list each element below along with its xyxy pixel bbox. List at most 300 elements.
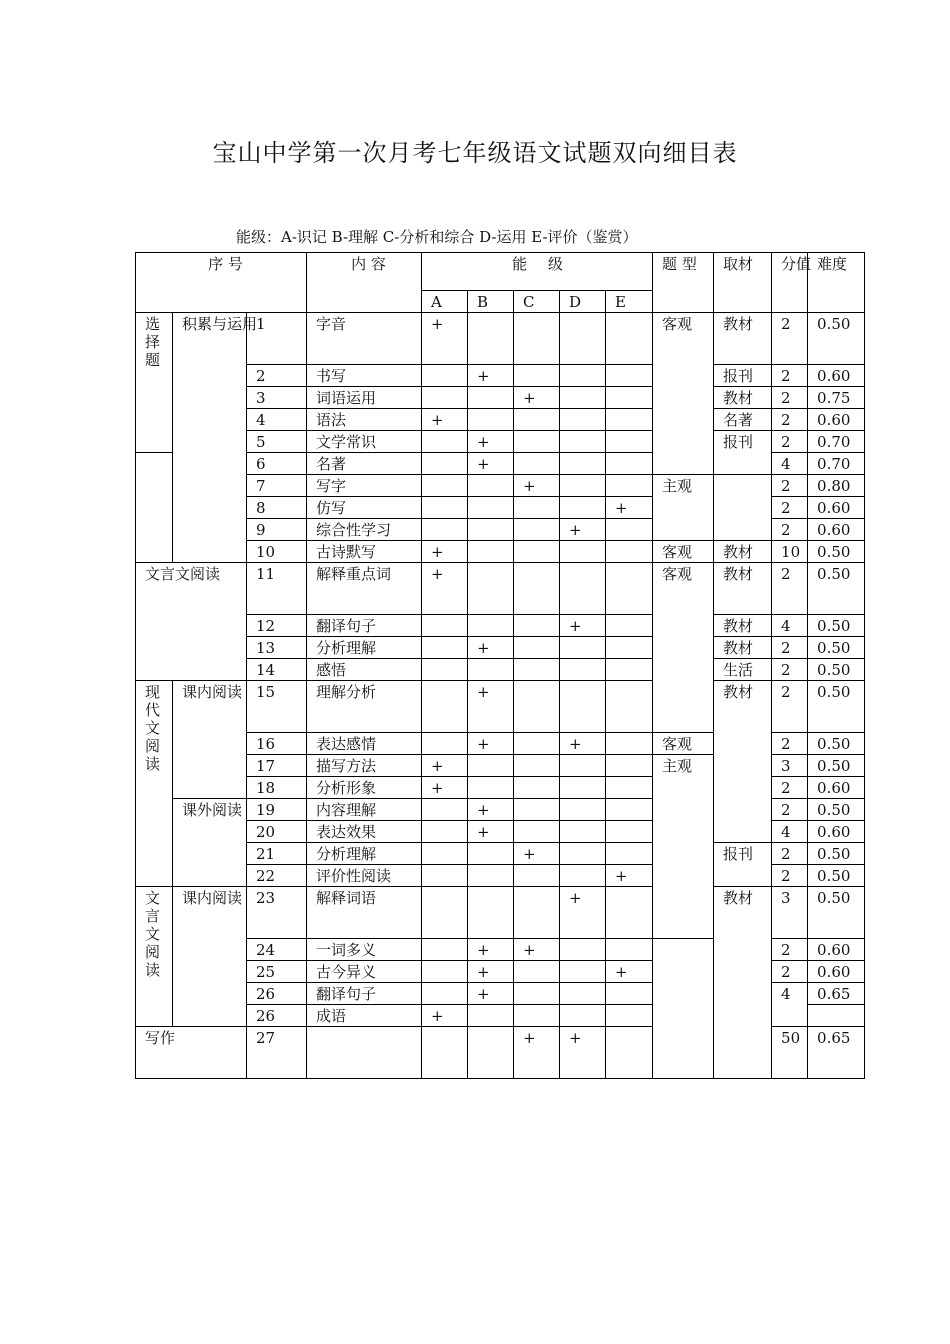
cell-material: 名著: [714, 409, 772, 431]
cell-level-b: [468, 541, 514, 563]
cell-level-d: [560, 637, 606, 659]
ability-legend: 能级：A-识记 B-理解 C-分析和综合 D-运用 E-评价（鉴赏）: [236, 228, 638, 246]
cell-level-b: [468, 563, 514, 615]
cell-level-c: [514, 519, 560, 541]
cell-level-c: [514, 799, 560, 821]
group-out-class: 课外阅读: [173, 799, 247, 887]
cell-level-d: [560, 387, 606, 409]
cell-difficulty: [808, 1005, 865, 1027]
cell-type: [653, 939, 714, 1079]
cell-level-b: [468, 313, 514, 365]
cell-level-c: [514, 1005, 560, 1027]
cell-level-e: [606, 365, 653, 387]
cell-content: 古诗默写: [307, 541, 422, 563]
cell-score: 4: [772, 983, 808, 1027]
cell-level-a: [422, 387, 468, 409]
cell-content: 分析理解: [307, 843, 422, 865]
cell-score: 4: [772, 615, 808, 637]
cell-difficulty: 0.70: [808, 431, 865, 453]
cell-level-c: [514, 541, 560, 563]
cell-level-a: [422, 365, 468, 387]
cell-level-c: [514, 777, 560, 799]
group-blank: [136, 453, 173, 563]
cell-level-c: [514, 313, 560, 365]
cell-difficulty: 0.50: [808, 799, 865, 821]
cell-number: 9: [247, 519, 307, 541]
cell-level-c: [514, 865, 560, 887]
cell-number: 20: [247, 821, 307, 843]
cell-level-d: [560, 1005, 606, 1027]
cell-content: 解释词语: [307, 887, 422, 939]
cell-material: 报刊: [714, 365, 772, 387]
cell-level-c: [514, 887, 560, 939]
cell-score: 2: [772, 519, 808, 541]
header-level-d: D: [560, 291, 606, 313]
cell-difficulty: 0.50: [808, 659, 865, 681]
cell-level-b: [468, 497, 514, 519]
cell-score: 2: [772, 431, 808, 453]
cell-material: 生活: [714, 659, 772, 681]
cell-number: 24: [247, 939, 307, 961]
group-writing: 写作: [136, 1027, 247, 1079]
cell-content: 古今异义: [307, 961, 422, 983]
cell-level-c: [514, 615, 560, 637]
cell-number: 7: [247, 475, 307, 497]
cell-level-d: [560, 475, 606, 497]
cell-level-e: [606, 821, 653, 843]
cell-level-a: [422, 497, 468, 519]
cell-number: 14: [247, 659, 307, 681]
cell-level-c: +: [514, 1027, 560, 1079]
cell-content: 表达感情: [307, 733, 422, 755]
cell-level-b: +: [468, 983, 514, 1005]
cell-level-d: [560, 799, 606, 821]
cell-material: 教材: [714, 615, 772, 637]
cell-difficulty: 0.50: [808, 865, 865, 887]
cell-level-d: +: [560, 733, 606, 755]
cell-level-c: [514, 733, 560, 755]
header-level-b: B: [468, 291, 514, 313]
cell-level-b: [468, 865, 514, 887]
group-classical-2: [136, 887, 173, 1027]
cell-type: 主观: [653, 755, 714, 939]
cell-level-d: [560, 821, 606, 843]
cell-difficulty: 0.70: [808, 453, 865, 475]
cell-score: 2: [772, 733, 808, 755]
cell-score: 2: [772, 387, 808, 409]
cell-level-b: [468, 777, 514, 799]
cell-level-a: +: [422, 777, 468, 799]
group-modern: [136, 681, 173, 887]
cell-score: 2: [772, 659, 808, 681]
table-body: [136, 253, 865, 1079]
cell-content: 表达效果: [307, 821, 422, 843]
cell-level-d: [560, 563, 606, 615]
cell-level-a: [422, 475, 468, 497]
cell-material: 教材: [714, 637, 772, 659]
cell-level-e: [606, 681, 653, 733]
cell-level-a: [422, 453, 468, 475]
cell-level-e: [606, 453, 653, 475]
cell-score: 2: [772, 681, 808, 733]
cell-level-e: [606, 887, 653, 939]
cell-level-e: [606, 387, 653, 409]
cell-score: 2: [772, 865, 808, 887]
cell-difficulty: 0.75: [808, 387, 865, 409]
cell-level-b: [468, 1027, 514, 1079]
cell-number: 21: [247, 843, 307, 865]
cell-level-e: [606, 519, 653, 541]
cell-material: 报刊: [714, 843, 772, 887]
cell-level-e: [606, 843, 653, 865]
header-difficulty: 难度: [808, 253, 865, 313]
cell-level-b: [468, 475, 514, 497]
cell-score: 3: [772, 887, 808, 939]
cell-level-b: [468, 1005, 514, 1027]
cell-level-a: +: [422, 313, 468, 365]
cell-content: 词语运用: [307, 387, 422, 409]
cell-level-a: [422, 939, 468, 961]
cell-level-c: +: [514, 387, 560, 409]
header-level-c: C: [514, 291, 560, 313]
cell-level-b: [468, 615, 514, 637]
cell-difficulty: 0.60: [808, 961, 865, 983]
cell-level-a: [422, 1027, 468, 1079]
cell-difficulty: 0.50: [808, 755, 865, 777]
cell-material: 教材: [714, 887, 772, 1079]
cell-content: 翻译句子: [307, 615, 422, 637]
cell-content: 感悟: [307, 659, 422, 681]
cell-level-d: [560, 453, 606, 475]
cell-level-e: [606, 1005, 653, 1027]
cell-difficulty: 0.60: [808, 497, 865, 519]
cell-difficulty: 0.65: [808, 1027, 865, 1079]
cell-level-d: [560, 777, 606, 799]
cell-content: 分析理解: [307, 637, 422, 659]
cell-level-b: +: [468, 733, 514, 755]
cell-difficulty: 0.50: [808, 843, 865, 865]
cell-difficulty: 0.60: [808, 777, 865, 799]
group-modern-label: 现代文阅读: [145, 683, 161, 773]
cell-level-e: [606, 755, 653, 777]
cell-level-a: +: [422, 755, 468, 777]
cell-content: 内容理解: [307, 799, 422, 821]
cell-level-d: [560, 755, 606, 777]
cell-difficulty: 0.50: [808, 313, 865, 365]
cell-level-d: [560, 843, 606, 865]
cell-number: 1: [247, 313, 307, 365]
cell-level-e: [606, 637, 653, 659]
cell-level-c: [514, 453, 560, 475]
header-material: 取材: [714, 253, 772, 313]
cell-level-b: [468, 755, 514, 777]
cell-level-d: [560, 313, 606, 365]
cell-level-a: [422, 431, 468, 453]
cell-level-a: [422, 983, 468, 1005]
cell-level-a: [422, 615, 468, 637]
group-accumulate: 积累与运用: [173, 313, 247, 563]
cell-score: 2: [772, 409, 808, 431]
cell-level-c: [514, 681, 560, 733]
cell-level-e: [606, 431, 653, 453]
cell-level-d: +: [560, 615, 606, 637]
cell-level-e: [606, 799, 653, 821]
cell-number: 5: [247, 431, 307, 453]
cell-content: 理解分析: [307, 681, 422, 733]
cell-content: 写字: [307, 475, 422, 497]
header-type: 题 型: [653, 253, 714, 313]
cell-material: 教材: [714, 541, 772, 563]
cell-difficulty: 0.50: [808, 887, 865, 939]
cell-difficulty: 0.50: [808, 637, 865, 659]
cell-level-e: +: [606, 865, 653, 887]
cell-level-b: [468, 659, 514, 681]
cell-content: 解释重点词: [307, 563, 422, 615]
cell-level-c: [514, 637, 560, 659]
cell-content: 仿写: [307, 497, 422, 519]
cell-level-a: +: [422, 409, 468, 431]
cell-score: 2: [772, 777, 808, 799]
header-score: 分值: [772, 253, 808, 313]
cell-difficulty: 0.50: [808, 563, 865, 615]
cell-difficulty: 0.80: [808, 475, 865, 497]
cell-number: 17: [247, 755, 307, 777]
cell-difficulty: 0.65: [808, 983, 865, 1005]
cell-score: 50: [772, 1027, 808, 1079]
cell-level-d: [560, 541, 606, 563]
cell-level-c: [514, 563, 560, 615]
cell-material: 报刊: [714, 431, 772, 475]
cell-content: 语法: [307, 409, 422, 431]
cell-level-c: +: [514, 939, 560, 961]
cell-level-e: [606, 313, 653, 365]
cell-level-a: [422, 961, 468, 983]
cell-level-a: [422, 799, 468, 821]
cell-level-a: [422, 733, 468, 755]
cell-number: 15: [247, 681, 307, 733]
table-row: [136, 887, 865, 939]
group-choice-label: 选择题: [145, 315, 161, 369]
cell-difficulty: 0.60: [808, 821, 865, 843]
cell-content: 字音: [307, 313, 422, 365]
cell-material: 教材: [714, 681, 772, 843]
page-title: 宝山中学第一次月考七年级语文试题双向细目表: [212, 139, 738, 167]
cell-level-d: [560, 365, 606, 387]
cell-level-c: [514, 409, 560, 431]
cell-level-e: [606, 983, 653, 1005]
cell-content: 描写方法: [307, 755, 422, 777]
cell-difficulty: 0.50: [808, 681, 865, 733]
cell-level-c: [514, 659, 560, 681]
cell-level-d: +: [560, 519, 606, 541]
cell-level-e: [606, 659, 653, 681]
cell-number: 25: [247, 961, 307, 983]
cell-number: 3: [247, 387, 307, 409]
cell-content: 书写: [307, 365, 422, 387]
cell-number: 27: [247, 1027, 307, 1079]
cell-level-b: +: [468, 821, 514, 843]
cell-level-e: [606, 475, 653, 497]
cell-level-a: [422, 843, 468, 865]
cell-score: 2: [772, 961, 808, 983]
cell-number: 4: [247, 409, 307, 431]
table-row: [136, 563, 865, 615]
cell-level-b: +: [468, 453, 514, 475]
cell-level-a: [422, 821, 468, 843]
cell-content: 分析形象: [307, 777, 422, 799]
cell-number: 2: [247, 365, 307, 387]
cell-level-d: [560, 497, 606, 519]
cell-number: 26: [247, 1005, 307, 1027]
header-content: 内 容: [307, 253, 422, 313]
cell-type: 客观: [653, 313, 714, 475]
header-seq: 序 号: [136, 253, 307, 313]
cell-level-a: +: [422, 541, 468, 563]
cell-level-d: [560, 939, 606, 961]
cell-level-d: [560, 681, 606, 733]
cell-level-b: [468, 409, 514, 431]
cell-level-c: [514, 961, 560, 983]
cell-type: 客观: [653, 733, 714, 755]
cell-number: 18: [247, 777, 307, 799]
cell-score: 3: [772, 755, 808, 777]
cell-level-c: [514, 983, 560, 1005]
cell-content: [307, 1027, 422, 1079]
cell-score: 2: [772, 843, 808, 865]
cell-level-e: +: [606, 497, 653, 519]
cell-level-c: +: [514, 843, 560, 865]
cell-difficulty: 0.60: [808, 519, 865, 541]
group-choice: [136, 313, 173, 453]
cell-level-b: +: [468, 431, 514, 453]
cell-level-e: [606, 541, 653, 563]
cell-level-a: [422, 659, 468, 681]
cell-level-e: [606, 409, 653, 431]
cell-score: 4: [772, 821, 808, 843]
cell-number: 16: [247, 733, 307, 755]
cell-level-b: +: [468, 365, 514, 387]
cell-type: 客观: [653, 541, 714, 563]
cell-level-b: [468, 387, 514, 409]
cell-difficulty: 0.50: [808, 615, 865, 637]
cell-score: 2: [772, 475, 808, 497]
group-in-class-1: 课内阅读: [173, 681, 247, 799]
cell-number: 6: [247, 453, 307, 475]
cell-material: [714, 475, 772, 541]
header-level-e: E: [606, 291, 653, 313]
cell-score: 2: [772, 799, 808, 821]
cell-number: 12: [247, 615, 307, 637]
cell-level-c: [514, 431, 560, 453]
cell-level-e: [606, 777, 653, 799]
cell-content: 评价性阅读: [307, 865, 422, 887]
cell-content: 成语: [307, 1005, 422, 1027]
cell-material: 教材: [714, 563, 772, 615]
cell-number: 13: [247, 637, 307, 659]
cell-number: 8: [247, 497, 307, 519]
cell-number: 10: [247, 541, 307, 563]
cell-level-e: +: [606, 961, 653, 983]
group-classical-1: 文言文阅读: [136, 563, 247, 681]
cell-level-d: [560, 409, 606, 431]
cell-level-b: [468, 843, 514, 865]
cell-number: 22: [247, 865, 307, 887]
cell-level-d: [560, 431, 606, 453]
cell-level-c: [514, 497, 560, 519]
cell-level-e: [606, 939, 653, 961]
cell-content: 文学常识: [307, 431, 422, 453]
cell-difficulty: 0.60: [808, 365, 865, 387]
cell-level-b: +: [468, 637, 514, 659]
cell-level-c: [514, 821, 560, 843]
header-level-a: A: [422, 291, 468, 313]
spec-table: [135, 252, 865, 1079]
cell-score: 2: [772, 563, 808, 615]
cell-level-b: +: [468, 961, 514, 983]
cell-level-b: +: [468, 799, 514, 821]
cell-level-d: [560, 983, 606, 1005]
cell-type: 客观: [653, 563, 714, 733]
cell-difficulty: 0.50: [808, 541, 865, 563]
cell-level-b: [468, 519, 514, 541]
cell-level-d: [560, 659, 606, 681]
cell-number: 19: [247, 799, 307, 821]
cell-level-a: [422, 681, 468, 733]
cell-level-e: [606, 563, 653, 615]
cell-level-a: +: [422, 1005, 468, 1027]
cell-score: 2: [772, 365, 808, 387]
cell-level-e: [606, 733, 653, 755]
cell-material: 教材: [714, 313, 772, 365]
cell-score: 2: [772, 313, 808, 365]
group-in-class-2: 课内阅读: [173, 887, 247, 1027]
cell-level-a: [422, 637, 468, 659]
cell-level-b: +: [468, 681, 514, 733]
cell-level-d: [560, 865, 606, 887]
cell-level-c: +: [514, 475, 560, 497]
cell-type: 主观: [653, 475, 714, 541]
cell-number: 11: [247, 563, 307, 615]
cell-score: 10: [772, 541, 808, 563]
cell-difficulty: 0.60: [808, 939, 865, 961]
cell-difficulty: 0.50: [808, 733, 865, 755]
cell-level-a: [422, 887, 468, 939]
cell-number: 23: [247, 887, 307, 939]
cell-level-b: +: [468, 939, 514, 961]
cell-difficulty: 0.60: [808, 409, 865, 431]
cell-level-d: +: [560, 887, 606, 939]
cell-level-a: +: [422, 563, 468, 615]
cell-content: 一词多义: [307, 939, 422, 961]
cell-level-a: [422, 519, 468, 541]
cell-level-b: [468, 887, 514, 939]
group-classical-2-label: 文言文阅读: [145, 889, 161, 979]
cell-score: 2: [772, 637, 808, 659]
cell-score: 2: [772, 939, 808, 961]
cell-content: 名著: [307, 453, 422, 475]
table-row: [136, 681, 865, 733]
cell-material: 教材: [714, 387, 772, 409]
cell-level-e: [606, 1027, 653, 1079]
cell-level-d: [560, 961, 606, 983]
cell-level-c: [514, 365, 560, 387]
cell-content: 翻译句子: [307, 983, 422, 1005]
cell-content: 综合性学习: [307, 519, 422, 541]
cell-level-c: [514, 755, 560, 777]
cell-level-d: +: [560, 1027, 606, 1079]
cell-score: 2: [772, 497, 808, 519]
header-level: 能 级: [422, 253, 653, 291]
